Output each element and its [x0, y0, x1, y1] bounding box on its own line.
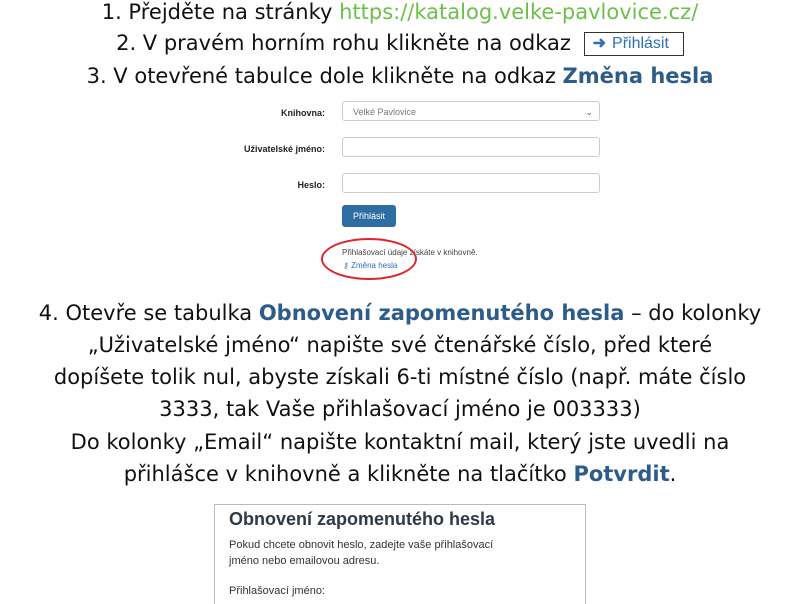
login-form-screenshot [190, 97, 610, 283]
reset-password-panel [214, 504, 586, 604]
login-submit-button[interactable]: Přihlásit [342, 205, 396, 227]
username-label: Uživatelské jméno: [243, 144, 325, 154]
panel-username-label: Přihlašovací jméno: [229, 585, 325, 597]
sign-in-icon: ➜ [592, 35, 607, 52]
step-4-line-6 [0, 462, 800, 486]
reset-highlight: Obnovení zapomenutého hesla [258, 301, 625, 325]
step-4-line-3: dopíšete tolik nul, abyste získali 6-ti místné číslo (např. máte číslo [53, 365, 747, 389]
username-row [190, 137, 610, 161]
step-4-suffix: – do kolonky [624, 301, 762, 325]
step-2 [0, 31, 800, 56]
change-password-highlight: Změna hesla [562, 64, 714, 88]
step-4-text: 4. Otevře se tabulka [38, 301, 259, 325]
step-3-text: 3. V otevřené tabulce dole klikněte na odkaz [86, 64, 563, 88]
step-3 [0, 64, 800, 88]
step-4-line-5: Do kolonky „Email“ napište kontaktní mail, který jste uvedli na [70, 430, 730, 454]
step-4-line-1 [0, 301, 800, 325]
step-4-line-2: „Uživatelské jméno“ napište své čtenářské číslo, před které [87, 333, 713, 357]
confirm-highlight: Potvrdit [573, 462, 670, 486]
login-button-illustration [584, 32, 684, 56]
library-label: Knihovna: [281, 108, 325, 118]
catalog-link[interactable]: https://katalog.velke-pavlovice.cz/ [339, 0, 699, 24]
login-hint: Přihlašovací údaje získáte v knihovně. [342, 248, 478, 257]
highlight-circle [321, 238, 417, 280]
change-password-label: Změna hesla [351, 261, 398, 270]
step-4-line-6-text: přihlášce v knihovně a klikněte na tlačítko [123, 462, 574, 486]
step-2-text: 2. V pravém horním rohu klikněte na odkaz [116, 31, 571, 55]
username-input[interactable] [342, 137, 600, 157]
chevron-down-icon: ⌄ [585, 107, 593, 117]
step-4-line-4: 3333, tak Vaše přihlašovací jméno je 003333) [159, 397, 641, 421]
password-row [190, 173, 610, 197]
library-value: Velké Pavlovice [353, 107, 417, 117]
step-1 [0, 0, 800, 24]
step-1-text: 1. Přejděte na stránky [101, 0, 340, 24]
key-icon: ⚷ [343, 261, 352, 270]
panel-title: Obnovení zapomenutého hesla [229, 509, 496, 529]
library-row [190, 101, 610, 125]
login-button-label: Přihlásit [612, 35, 669, 52]
panel-description-2: jméno nebo emailovou adresu. [229, 555, 380, 567]
library-select[interactable] [342, 101, 600, 121]
password-input[interactable] [342, 173, 600, 193]
panel-description-1: Pokud chcete obnovit heslo, zadejte vaše přihlašovací [229, 539, 494, 551]
step-4-line-6-suffix: . [669, 462, 677, 486]
password-label: Heslo: [297, 180, 325, 190]
